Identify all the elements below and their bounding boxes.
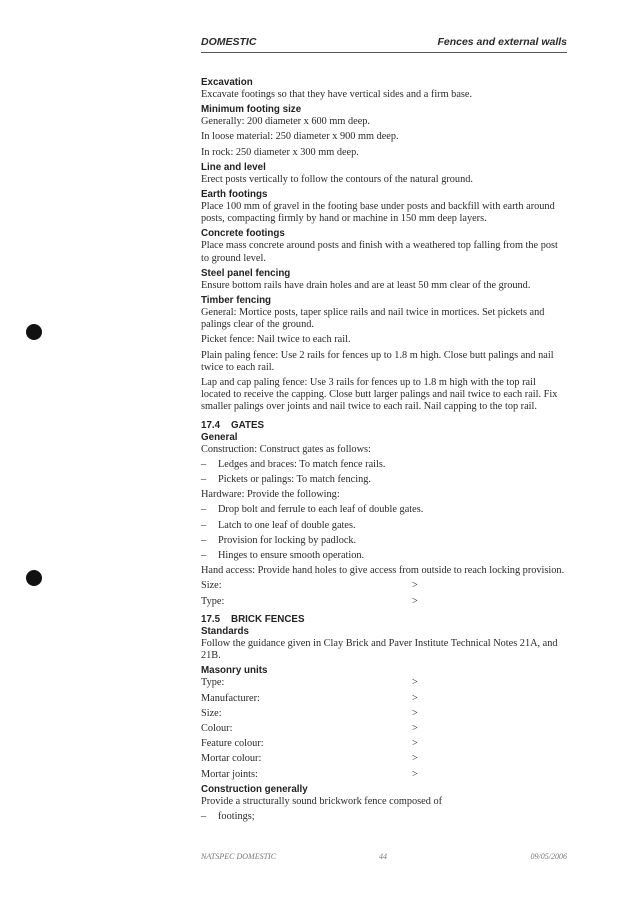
construction-generally-heading: Construction generally [201, 783, 308, 795]
spec-field [201, 693, 567, 705]
list-item-text: Latch to one leaf of double gates. [218, 519, 356, 531]
dash-bullet: – [201, 550, 207, 562]
list-item-text: Provision for locking by padlock. [218, 534, 357, 546]
earth-footings-heading: Earth footings [201, 189, 268, 201]
list-item [201, 504, 567, 516]
section-title: BRICK FENCES [231, 613, 305, 625]
excavation-heading: Excavation [201, 77, 253, 88]
spec-field [201, 723, 567, 735]
list-item [201, 550, 567, 562]
arrow-marker: > [412, 595, 418, 607]
page-footer [201, 852, 567, 864]
footer-date: 09/05/2006 [530, 852, 567, 861]
footer-left: NATSPEC DOMESTIC [201, 852, 277, 861]
timber-picket: Picket fence: Nail twice to each rail. [201, 334, 351, 346]
field-label: Type: [201, 595, 225, 607]
section-gates-title [201, 420, 567, 432]
header-right: Fences and external walls [437, 36, 567, 48]
field-label: Size: [201, 580, 222, 592]
list-item [201, 459, 567, 471]
spec-field [201, 769, 567, 781]
field-label: Feature colour: [201, 738, 264, 750]
arrow-marker: > [412, 768, 418, 780]
arrow-marker: > [412, 707, 418, 719]
dash-bullet: – [201, 534, 207, 546]
gates-general-heading: General [201, 431, 238, 443]
dash-bullet: – [201, 519, 207, 531]
excavation-text: Excavate footings so that they have vertical sides and a firm base. [201, 89, 473, 100]
list-item [201, 535, 567, 547]
line-level-text: Erect posts vertically to follow the contours of the natural ground. [201, 173, 473, 185]
spec-field [201, 708, 567, 720]
list-item [201, 811, 567, 823]
list-item-text: footings; [218, 810, 255, 822]
field-label: Colour: [201, 722, 233, 734]
min-footing-line: In loose material: 250 diameter x 900 mm deep. [201, 131, 399, 143]
field-label: Size: [201, 707, 222, 719]
min-footing-heading: Minimum footing size [201, 104, 302, 116]
spec-field [201, 580, 567, 592]
standards-heading: Standards [201, 625, 249, 637]
arrow-marker: > [412, 738, 418, 750]
spec-field [201, 753, 567, 765]
field-label: Manufacturer: [201, 692, 260, 704]
dash-bullet: – [201, 474, 207, 486]
concrete-footings-heading: Concrete footings [201, 228, 285, 240]
list-item [201, 520, 567, 532]
gates-hardware: Hardware: Provide the following: [201, 489, 340, 501]
spec-field [201, 677, 567, 689]
timber-lap-cap: Lap and cap paling fence: Use 3 rails for fences up to 1.8 m high with the top rail located to receive the capping. Close butt larger palings and nail twice to each rail. Fix smaller palings over joints and nail twice to each rail. Nail capping to the top rail. [201, 377, 558, 413]
section-title: GATES [231, 419, 265, 431]
section-number: 17.5 [201, 613, 221, 625]
spec-field [201, 738, 567, 750]
field-label: Mortar colour: [201, 753, 262, 765]
min-footing-line: In rock: 250 diameter x 300 mm deep. [201, 146, 359, 158]
section-brick-title [201, 614, 567, 626]
steel-panel-heading: Steel panel fencing [201, 267, 291, 279]
arrow-marker: > [412, 677, 418, 689]
list-item-text: Pickets or palings: To match fencing. [218, 474, 371, 486]
line-level-heading: Line and level [201, 161, 266, 173]
dash-bullet: – [201, 458, 207, 470]
page-header [201, 34, 567, 53]
spec-field [201, 596, 567, 608]
header-left: DOMESTIC [201, 36, 257, 48]
list-item-text: Drop bolt and ferrule to each leaf of double gates. [218, 504, 424, 516]
steel-panel-text: Ensure bottom rails have drain holes and are at least 50 mm clear of the ground. [201, 279, 531, 291]
binder-hole [26, 324, 42, 340]
list-item-text: Hinges to ensure smooth operation. [218, 550, 365, 562]
field-label: Type: [201, 677, 225, 689]
arrow-marker: > [412, 722, 418, 734]
timber-fencing-heading: Timber fencing [201, 295, 272, 307]
arrow-marker: > [412, 753, 418, 765]
binder-hole [26, 570, 42, 586]
gates-construction: Construction: Construct gates as follows: [201, 443, 371, 455]
timber-general: General: Mortice posts, taper splice rails and nail twice in mortices. Set pickets and palings clear of the ground. [201, 307, 545, 331]
arrow-marker: > [412, 692, 418, 704]
section-number: 17.4 [201, 419, 221, 431]
masonry-heading: Masonry units [201, 665, 268, 677]
dash-bullet: – [201, 810, 207, 822]
list-item [201, 474, 567, 486]
timber-plain-paling: Plain paling fence: Use 2 rails for fences up to 1.8 m high. Close butt palings and nail twice to each rail. [201, 349, 554, 373]
arrow-marker: > [412, 580, 418, 592]
dash-bullet: – [201, 504, 207, 516]
concrete-footings-text: Place mass concrete around posts and finish with a weathered top falling from the post to ground level. [201, 240, 558, 264]
page-number: 44 [379, 852, 387, 861]
min-footing-line: Generally: 200 diameter x 600 mm deep. [201, 116, 370, 128]
gates-hand-access: Hand access: Provide hand holes to give access from outside to reach locking provision. [201, 565, 565, 577]
page-body [201, 77, 567, 826]
standards-text: Follow the guidance given in Clay Brick and Paver Institute Technical Notes 21A, and 21B. [201, 637, 558, 662]
field-label: Mortar joints: [201, 768, 258, 780]
earth-footings-text: Place 100 mm of gravel in the footing base under posts and backfill with earth around posts, compacting firmly by hand or machine in 150 mm deep layers. [201, 201, 555, 225]
list-item-text: Ledges and braces: To match fence rails. [218, 458, 386, 470]
construction-generally-text: Provide a structurally sound brickwork fence composed of [201, 795, 443, 807]
